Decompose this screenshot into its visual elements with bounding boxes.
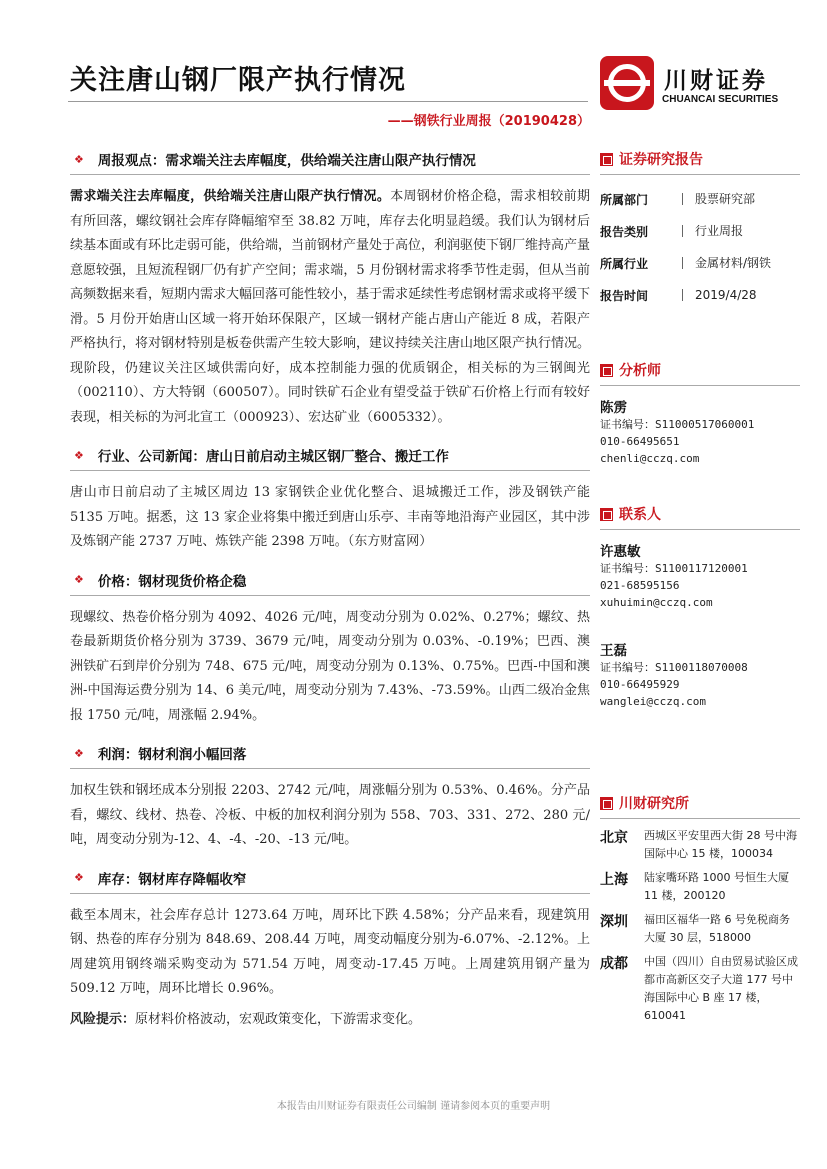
diamond-bullet-icon: ❖: [74, 746, 84, 760]
square-bullet-icon: [600, 797, 613, 810]
info-row-category: 报告类别 行业周报: [600, 224, 744, 239]
diamond-bullet-icon: ❖: [74, 573, 84, 586]
person-cert: 证书编号：S1100117120001: [600, 562, 748, 575]
section-paragraph: 需求端关注去库幅度，供给端关注唐山限产执行情况。本周钢材价格企稳，需求相较前期有所回落，螺纹钢社会库存降幅缩窄至 38.82 万吨，库存去化明显趋缓。我们认为钢材后续基本面或有环比走弱可能，供给端，当前钢材产量处于高位，利润驱使下钢厂维持高产量意愿较强，且短流程钢厂仍有扩产空间；需求端，5 月份钢材需求将季节性走弱，但从当前高频数据来看，短期内需求大幅回落可能性较小，基于需求延续性考虑钢材需求或将平缓下滑。5 月份开始唐山区域一将开始环保限产，区域一钢材产能占唐山产能近 8 成，若限产严格执行，将对钢材特别是板卷供需产生较大影响，建议持续关注唐山地区限产执行情况。现阶段，仍建议关注区域供需向好，成本控制能力强的优质钢企，相关标的为三钢闽光（002110）、方大特钢（600507）。同时铁矿石企业有望受益于铁矿石价格上行而有较好表现，相关标的为河北宣工（000923）、宏达矿业（6005332）。: [70, 189, 591, 425]
person-cert: 证书编号：S1100051706​0001: [600, 418, 755, 431]
section-paragraph: 加权生铁和钢坯成本分别报 2203、2742 元/吨，周涨幅分别为 0.53%、0.46%。分产品看，螺纹、线材、热卷、冷板、中板的加权利润分别为 558、703、331、272、280 元/吨，周变动分别为-12、4、-4、-20、-13 元/吨。: [70, 783, 590, 847]
section-heading: ❖ 价格：钢材现货价格企稳: [74, 573, 247, 590]
person-name: 许惠敏: [600, 544, 641, 560]
sidebar-heading-report: 证券研究报告: [600, 148, 800, 170]
section-inventory: [70, 867, 590, 1002]
sidebar-divider: [600, 174, 800, 175]
sidebar-heading-analyst: 分析师: [600, 359, 800, 381]
square-bullet-icon: [600, 508, 613, 521]
sidebar-heading-institute: 川财研究所: [600, 792, 800, 814]
page-footer: 本报告由川财证券有限责任公司编制 谨请参阅本页的重要声明: [276, 1101, 551, 1112]
section-heading: ❖ 库存：钢材库存降幅收窄: [74, 871, 247, 888]
diamond-bullet-icon: ❖: [74, 448, 84, 462]
section-heading: ❖ 行业、公司新闻：唐山日前启动主城区钢厂整合、搬迁工作: [74, 448, 449, 465]
person-phone: 010-66495651: [600, 435, 680, 448]
diamond-bullet-icon: ❖: [74, 152, 84, 166]
sidebar-heading-contact: 联系人: [600, 503, 800, 525]
square-bullet-icon: [600, 364, 613, 377]
title-divider: [68, 101, 588, 102]
office-beijing: 北京 西城区平安里西大街 28 号中海国际中心 15 楼，100034: [600, 829, 797, 860]
person-email[interactable]: wanglei@cczq.com: [600, 695, 706, 708]
report-title: 关注唐山钢厂限产执行情况: [70, 65, 406, 96]
person-phone: 021-68595156: [600, 579, 680, 592]
sidebar-divider: [600, 818, 800, 819]
office-shenzhen: 深圳 福田区福华一路 6 号免税商务大厦 30 层，518000: [600, 913, 790, 944]
analyst-card: [600, 396, 800, 467]
section-divider: [70, 595, 590, 596]
main-content: [70, 148, 590, 1032]
risk-label: 风险提示：: [70, 1011, 136, 1027]
person-email[interactable]: xuhuimin@cczq.com: [600, 596, 713, 609]
section-divider: [70, 893, 590, 894]
section-heading: ❖ 利润：钢材利润小幅回落: [74, 746, 247, 763]
section-news: [70, 444, 590, 555]
person-name: 陈雳: [600, 400, 627, 416]
section-heading: ❖ 周报观点：需求端关注去库幅度，供给端关注唐山限产执行情况: [74, 152, 476, 169]
sidebar-divider: [600, 385, 800, 386]
info-row-department: 所属部门 股票研究部: [600, 192, 756, 207]
section-divider: [70, 174, 590, 175]
diamond-bullet-icon: ❖: [74, 871, 84, 884]
report-subtitle: ——钢铁行业周报（20190428）: [387, 114, 590, 129]
square-bullet-icon: [600, 153, 613, 166]
office-chengdu: 成都 中国（四川）自由贸易试验区成都市高新区交子大道 177 号中海国际中心 B 座 17 楼，610041: [600, 955, 798, 1022]
contact-card: [600, 639, 800, 710]
section-price: [70, 569, 590, 729]
company-logo: [600, 56, 800, 112]
logo-mark-icon: [600, 56, 654, 110]
person-email[interactable]: chenli@cczq.com: [600, 452, 700, 465]
info-row-date: 报告时间 2019/4/28: [600, 288, 757, 303]
person-name: 王磊: [600, 643, 627, 659]
contact-card: [600, 540, 800, 611]
section-profit: [70, 742, 590, 853]
section-paragraph: 唐山市日前启动了主城区周边 13 家钢铁企业优化整合、退城搬迁工作，涉及钢铁产能 5135 万吨。据悉，这 13 家企业将集中搬迁到唐山乐亭、丰南等地沿海产业园区，其中涉及炼钢产能 2737 万吨、炼铁产能 2398 万吨。（东方财富网）: [70, 485, 590, 549]
sidebar: [600, 148, 800, 1025]
lead-sentence: 需求端关注去库幅度，供给端关注唐山限产执行情况。: [70, 189, 391, 204]
section-paragraph: 截至本周末，社会库存总计 1273.64 万吨，周环比下跌 4.58%；分产品来看，现建筑用钢、热卷的库存分别为 848.69、208.44 万吨，周变动幅度分别为-6.07%、-2.12%。上周建筑用钢终端采购变动为 571.54 万吨，周变动-17.45 万吨。上周建筑用钢产量为 509.12 万吨，周环比增长 0.96%。: [70, 907, 590, 996]
logo-name-cn: 川财证券: [664, 68, 768, 94]
section-divider: [70, 768, 590, 769]
sidebar-divider: [600, 529, 800, 530]
person-phone: 010-66495929: [600, 678, 680, 691]
info-row-industry: 所属行业 金属材料/钢铁: [600, 256, 772, 271]
section-paragraph: 现螺纹、热卷价格分别为 4092、4026 元/吨，周变动分别为 0.02%、0.27%；螺纹、热卷最新期货价格分别为 3739、3679 元/吨，周变动分别为 0.03%、-0.19%；巴西、澳洲铁矿石到岸价分别为 748、675 元/吨，周变动分别为 0.13%、0.75%。巴西-中国和澳洲-中国海运费分别为 14、6 美元/吨，周变动分别为 7.43%、-73.59%。山西二级冶金焦报 1750 元/吨，周涨幅 2.94%。: [70, 609, 590, 723]
office-shanghai: 上海 陆家嘴环路 1000 号恒生大厦 11 楼，200120: [600, 871, 789, 902]
person-cert: 证书编号：S1100118070008: [600, 661, 748, 674]
logo-name-en: CHUANCAI SECURITIES: [662, 94, 779, 105]
section-divider: [70, 470, 590, 471]
risk-warning: 风险提示：原材料价格波动，宏观政策变化，下游需求变化。: [70, 1011, 422, 1027]
section-view: [70, 148, 590, 430]
